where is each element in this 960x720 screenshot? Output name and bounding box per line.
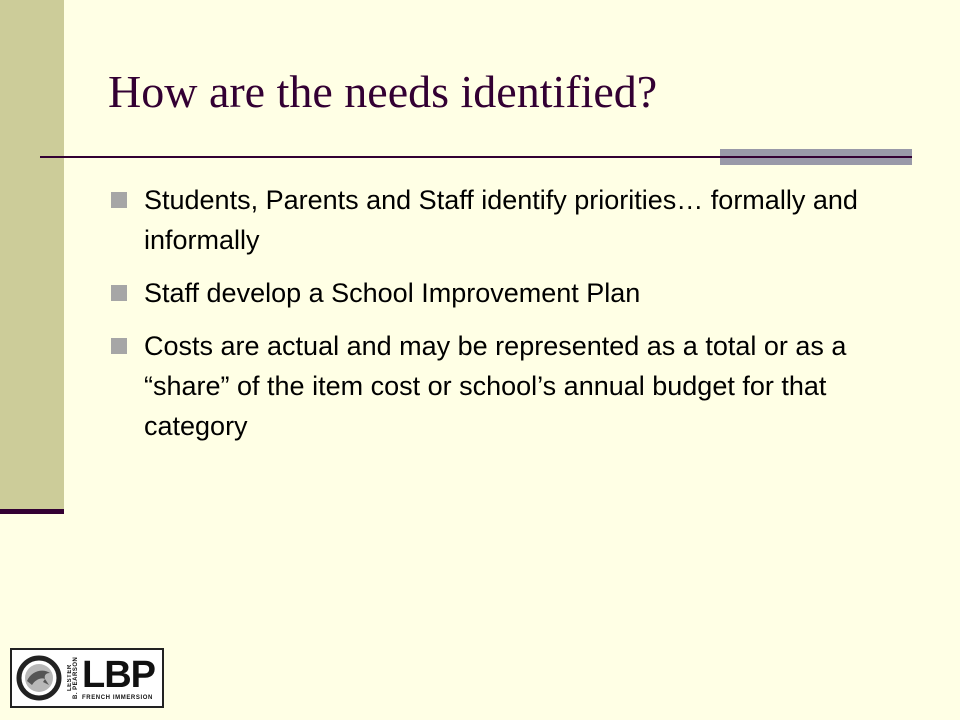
logo-vertical-line-2: B. PEARSON [73,656,79,700]
bullet-text: Staff develop a School Improvement Plan [144,278,641,308]
bullet-text: Costs are actual and may be represented as a total or as a “share” of the item cost or school’s annual budget for that category [144,331,847,441]
slide-title: How are the needs identified? [108,66,658,117]
bullet-square-icon [111,285,127,301]
bullet-square-icon [111,192,127,208]
bullet-list [108,180,908,459]
bullet-item [108,326,908,446]
logo-letters: LBP [82,653,155,696]
logo-vertical-line-1: LESTER [67,664,73,692]
dolphin-circle-icon [12,650,66,706]
logo-subtitle: FRENCH IMMERSION [82,694,153,701]
bullet-item [108,273,908,313]
bullet-item [108,180,908,260]
logo-vertical-text [66,650,80,706]
left-accent-bar-foot [0,509,64,514]
logo-text-block [80,650,162,706]
bullet-text: Students, Parents and Staff identify priorities… formally and informally [144,185,858,255]
school-logo [10,648,164,708]
title-divider [40,156,720,158]
title-divider-accent-line [720,156,912,158]
left-accent-bar [0,0,64,510]
bullet-square-icon [111,338,127,354]
